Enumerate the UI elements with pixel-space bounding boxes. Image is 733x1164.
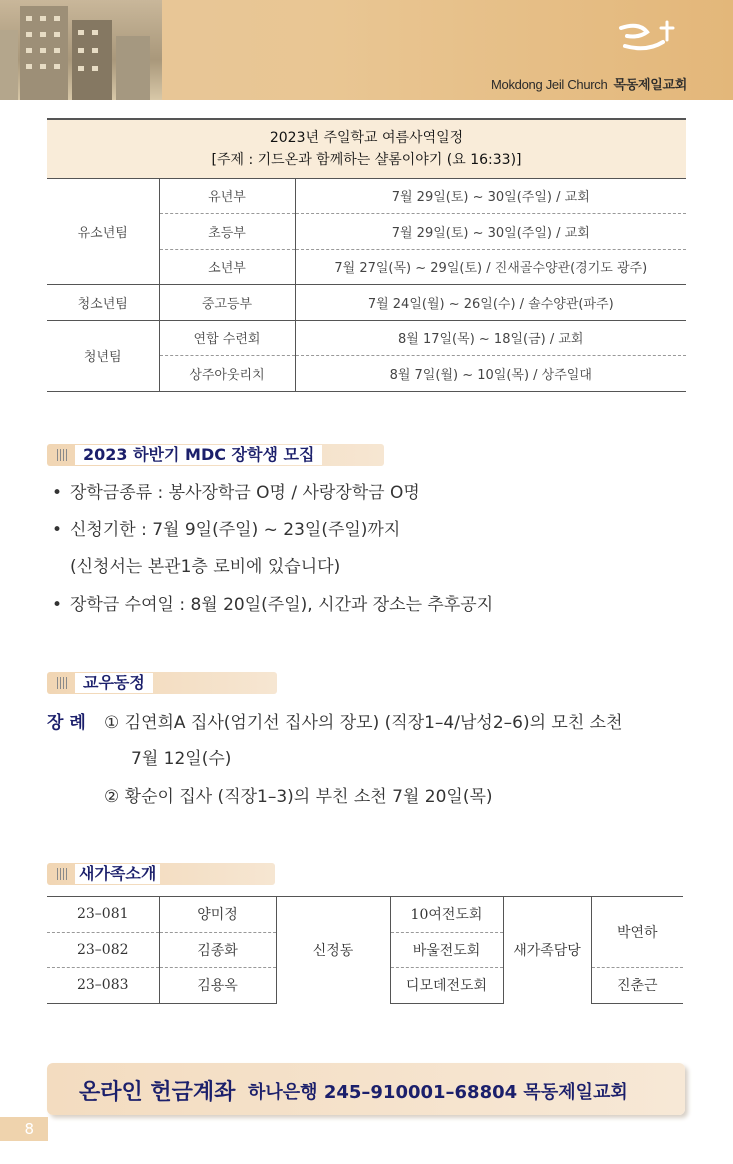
section-title: 교우동정 [75,673,153,693]
team-cell: 청년팀 [47,320,159,391]
family-name: 양미정 [159,897,276,933]
dept-cell: 초등부 [159,214,295,250]
info-cell: 8월 17일(목) ~ 18일(금) / 교회 [295,320,686,356]
info-cell: 7월 29일(토) ~ 30일(주일) / 교회 [295,178,686,214]
section-bars-icon [57,868,67,880]
dept-cell: 중고등부 [159,285,295,321]
news-item-cont: 7월 12일(수) [131,749,232,769]
list-item: • 신청기한 : 7월 9일(주일) ~ 23일(주일)까지 [52,520,401,540]
list-item-note: (신청서는 본관1층 로비에 있습니다) [70,557,341,577]
dept-cell: 유년부 [159,178,295,214]
bank-account: 하나은행 245–910001–68804 목동제일교회 [248,1082,628,1103]
family-name: 김종화 [159,932,276,968]
church-logo-icon [617,18,677,54]
list-item: • 장학금종류 : 봉사장학금 O명 / 사랑장학금 O명 [52,483,420,503]
schedule-title: 2023년 주일학교 여름사역일정 [주제 : 기드온과 함께하는 샬롬이야기 (요 16:33)] [47,119,686,178]
info-cell: 7월 27일(목) ~ 29일(토) / 진새골수양관(경기도 광주) [295,249,686,285]
family-section-header [47,863,275,885]
team-cell: 청소년팀 [47,285,159,321]
church-building-photo [0,0,162,100]
section-bars-icon [57,677,67,689]
info-cell: 8월 7일(월) ~ 10일(목) / 상주일대 [295,356,686,392]
section-title: 새가족소개 [75,864,160,884]
family-no: 23–081 [47,897,159,933]
section-title: 2023 하반기 MDC 장학생 모집 [75,445,322,465]
family-no: 23–082 [47,932,159,968]
page-header [0,0,733,100]
info-cell: 7월 24일(월) ~ 26일(수) / 솔수양관(파주) [295,285,686,321]
bank-label: 온라인 헌금계좌 [79,1080,236,1105]
summer-schedule-table [47,118,686,392]
family-manager: 진춘근 [591,968,683,1004]
family-no: 23–083 [47,968,159,1004]
family-mission: 디모데전도회 [390,968,503,1004]
new-family-table [47,896,683,1004]
family-name: 김용옥 [159,968,276,1004]
offering-account-banner [47,1063,685,1115]
news-item: ① 김연희A 집사(엄기선 집사의 장모) (직장1–4/남성2–6)의 모친 소천 [104,713,623,733]
list-item: • 장학금 수여일 : 8월 20일(주일), 시간과 장소는 추후공지 [52,595,494,615]
team-cell: 유소년팀 [47,178,159,285]
family-manager: 박연하 [591,897,683,968]
church-name: Mokdong Jeil Church 목동제일교회 [491,77,687,93]
dept-cell: 상주아웃리치 [159,356,295,392]
family-manager-label: 새가족담당 [503,897,591,1004]
page-number: 8 [0,1117,48,1141]
news-section-header [47,672,277,694]
section-bars-icon [57,449,67,461]
family-mission: 바울전도회 [390,932,503,968]
dept-cell: 연합 수련회 [159,320,295,356]
family-district: 신정동 [276,897,390,1004]
scholarship-section-header [47,444,384,466]
info-cell: 7월 29일(토) ~ 30일(주일) / 교회 [295,214,686,250]
news-item: ② 황순이 집사 (직장1–3)의 부친 소천 7월 20일(목) [104,787,493,807]
funeral-label: 장례 [47,713,92,733]
family-mission: 10여전도회 [390,897,503,933]
dept-cell: 소년부 [159,249,295,285]
